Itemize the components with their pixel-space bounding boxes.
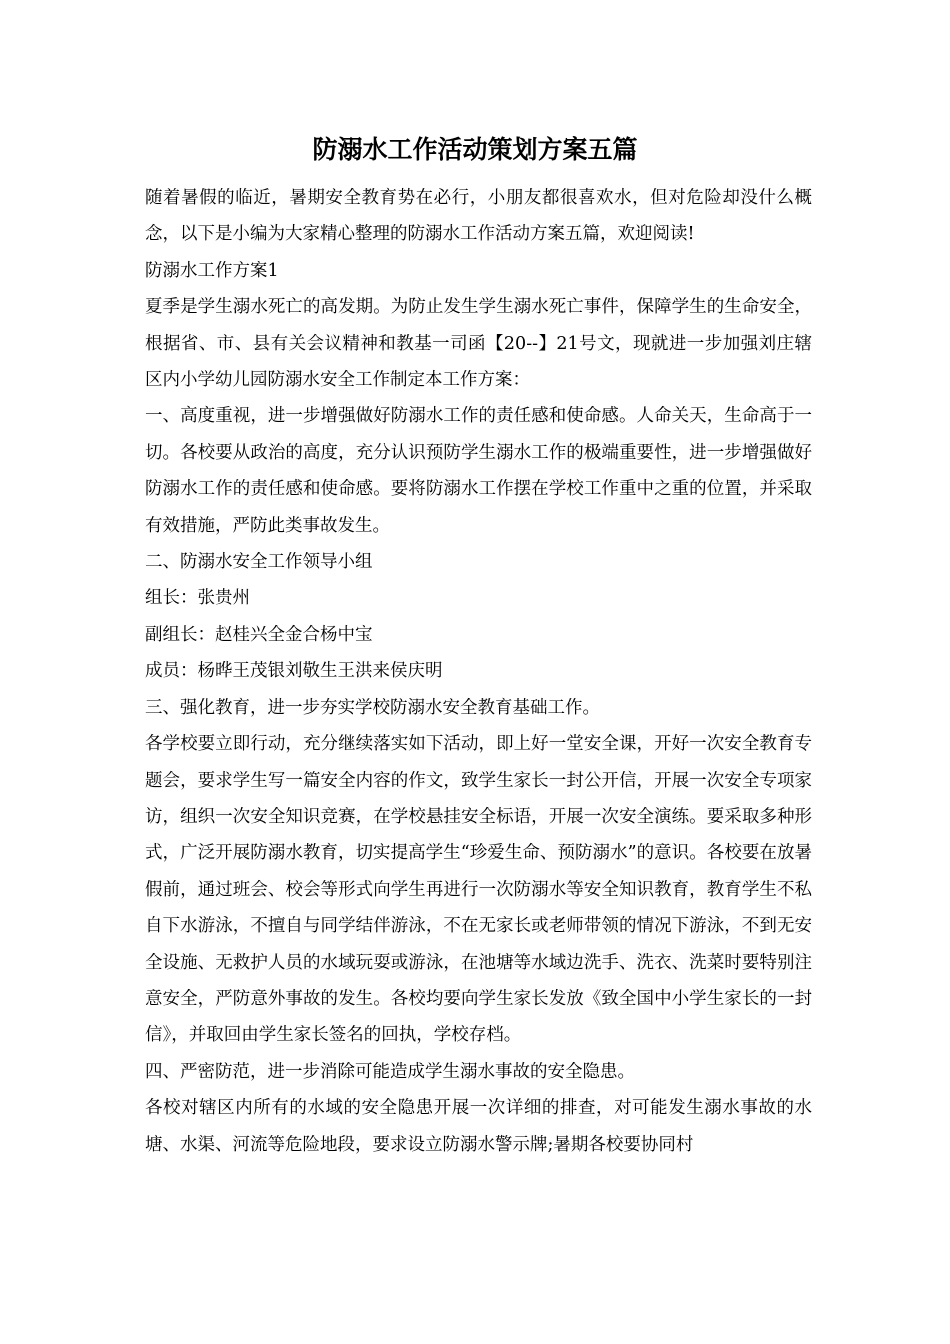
section-heading-plan-1: 防溺水工作方案1 — [145, 260, 279, 281]
section-heading: 四、严密防范，进一步消除可能造成学生溺水事故的安全隐患。 — [145, 1061, 635, 1082]
intro-paragraph: 随着暑假的临近，暑期安全教育势在必行，小朋友都很喜欢水，但对危险却没什么概念，以下是小编为大家精心整理的防溺水工作活动方案五篇，欢迎阅读! — [145, 188, 812, 245]
body-paragraph: 各学校要立即行动，充分继续落实如下活动，即上好一堂安全课，开好一次安全教育专题会，要求学生写一篇安全内容的作文，致学生家长一封公开信，开展一次安全专项家访，组织一次安全知识竞赛，在学校悬挂安全标语，开展一次安全演练。要采取多种形式，广泛开展防溺水教育，切实提高学生“珍爱生命、预防溺水”的意识。各校要在放暑假前，通过班会、校会等形式向学生再进行一次防溺水等安全知识教育，教育学生不私自下水游泳，不擅自与同学结伴游泳，不在无家长或老师带领的情况下游泳，不到无安全设施、无救护人员的水域玩耍或游泳，在池塘等水域边洗手、洗衣、洗菜时要特别注意安全，严防意外事故的发生。各校均要向学生家长发放《致全国中小学生家长的一封信》，并取回由学生家长签名的回执，学校存档。 — [145, 734, 812, 1046]
section-heading: 二、防溺水安全工作领导小组 — [145, 552, 373, 573]
document-title: 防溺水工作活动策划方案五篇 — [312, 135, 638, 164]
body-paragraph: 各校对辖区内所有的水域的安全隐患开展一次详细的排查，对可能发生溺水事故的水塘、水渠、河流等危险地段，要求设立防溺水警示牌;暑期各校要协同村 — [145, 1098, 812, 1155]
body-paragraph: 副组长：赵桂兴全金合杨中宝 — [145, 624, 373, 645]
body-paragraph: 一、高度重视，进一步增强做好防溺水工作的责任感和使命感。人命关天，生命高于一切。各校要从政治的高度，充分认识预防学生溺水工作的极端重要性，进一步增强做好防溺水工作的责任感和使命感。要将防溺水工作摆在学校工作重中之重的位置，并采取有效措施，严防此类事故发生。 — [145, 406, 812, 536]
section-heading: 三、强化教育，进一步夯实学校防溺水安全教育基础工作。 — [145, 697, 600, 718]
document-body — [145, 180, 812, 1163]
body-paragraph: 组长：张贵州 — [145, 588, 250, 609]
body-paragraph: 夏季是学生溺水死亡的高发期。为防止发生学生溺水死亡事件，保障学生的生命安全，根据省、市、县有关会议精神和教基一司函【20--】21号文，现就进一步加强刘庄辖区内小学幼儿园防溺水安全工作制定本工作方案： — [145, 297, 812, 391]
body-paragraph: 成员：杨晔王茂银刘敬生王洪来侯庆明 — [145, 661, 443, 682]
